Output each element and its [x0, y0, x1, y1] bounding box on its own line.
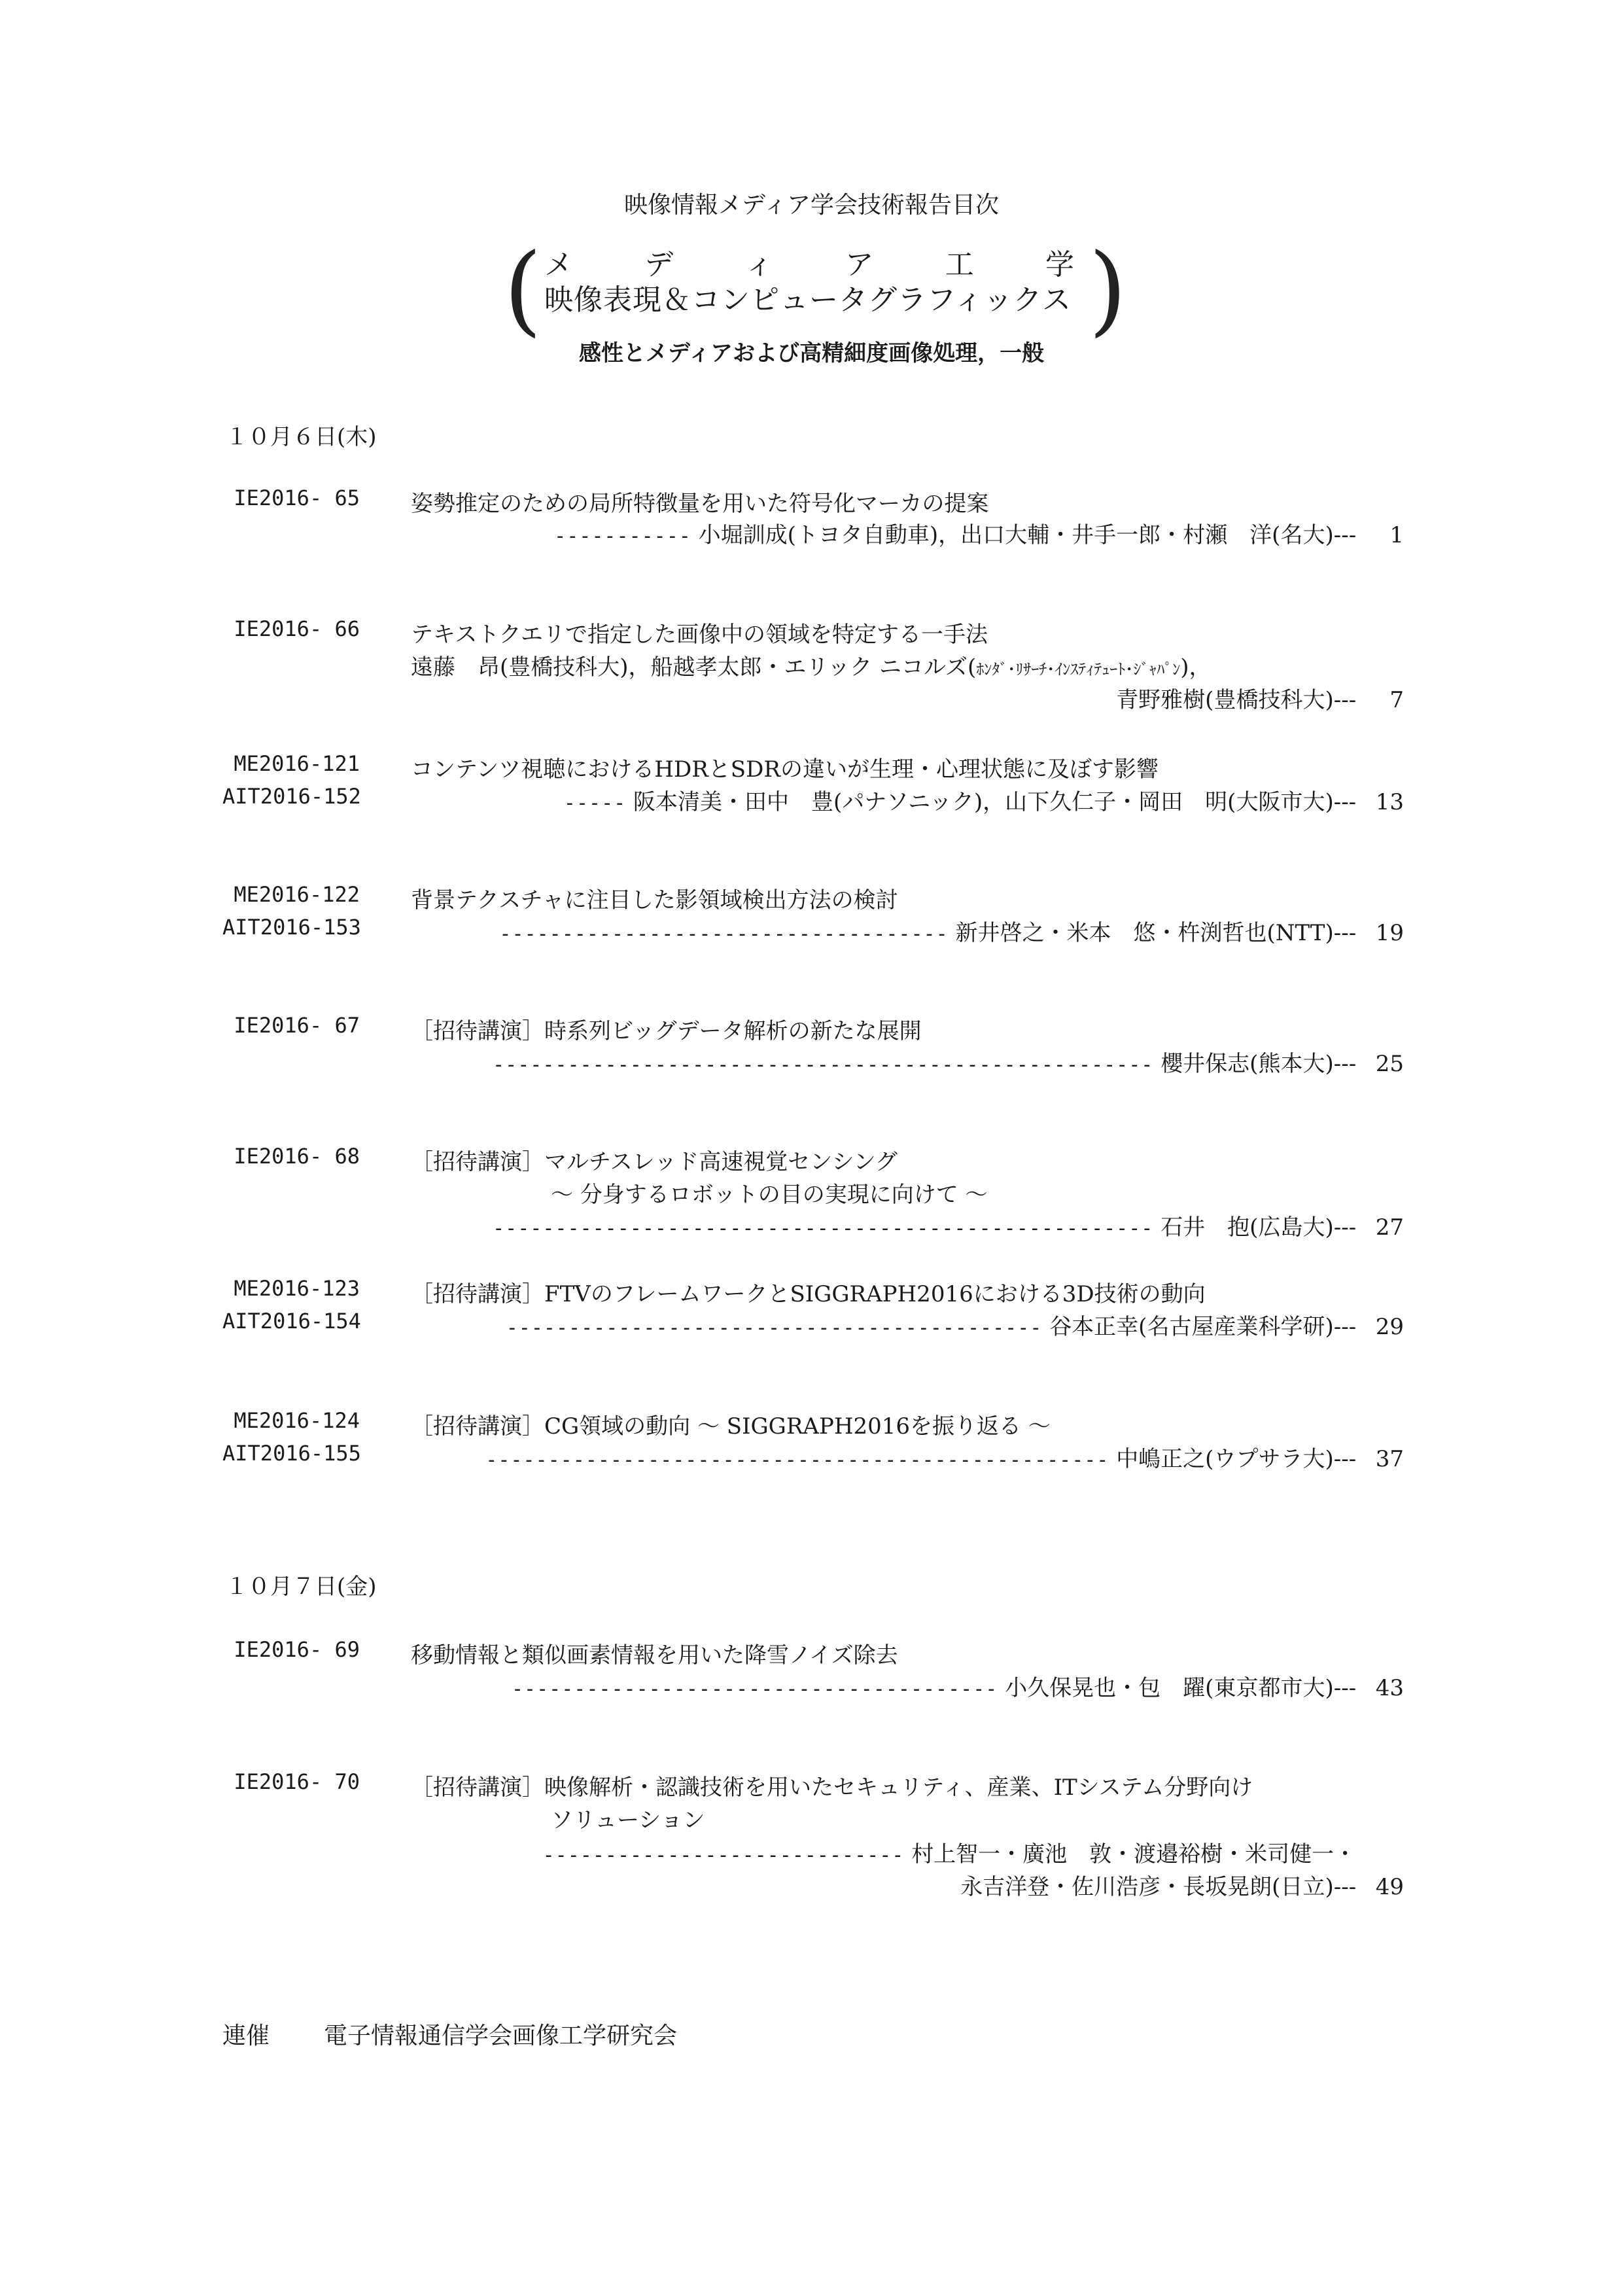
- report-code: AIT2016-154: [222, 1309, 361, 1333]
- leader-dashes: --------------------------------------------------: [485, 1449, 1109, 1472]
- page-number: 43: [1375, 1675, 1404, 1701]
- leader-dashes: -----------: [554, 525, 691, 548]
- report-code: ME2016-121: [234, 751, 360, 776]
- group2-name: 映像表現＆コンピュータグラフィックス: [544, 283, 1072, 317]
- paper-authors: [1116, 682, 1404, 714]
- authors-text: 青野雅樹(豊橋技科大)---: [1116, 687, 1357, 713]
- report-code: IE2016- 67: [234, 1013, 360, 1038]
- paper-authors: [512, 1670, 1404, 1702]
- report-code: ME2016-123: [234, 1276, 360, 1301]
- leader-dashes: -----: [563, 792, 627, 815]
- paper-authors-line: [411, 649, 1212, 681]
- cosponsor-name: 電子情報通信学会画像工学研究会: [324, 2022, 678, 2049]
- report-code: IE2016- 68: [234, 1144, 360, 1169]
- paper-subtitle: ～ 分身するロボットの目の実現に向けて ～: [551, 1182, 988, 1208]
- page-number: 1: [1389, 522, 1404, 548]
- authors-text: 新井啓之・米本 悠・杵渕哲也(NTT)---: [955, 920, 1357, 946]
- report-code: ME2016-124: [234, 1408, 360, 1433]
- authors-text: 櫻井保志(熊本大)---: [1161, 1051, 1357, 1077]
- authors-text: 小久保晃也・包 躍(東京都市大)---: [1005, 1675, 1357, 1701]
- leader-dashes: -------------------------------------------: [506, 1316, 1043, 1339]
- leader-dashes: ---------------------------------------: [511, 1678, 998, 1701]
- authors-text: 阪本清美・田中 豊(パナソニック)，山下久仁子・岡田 明(大阪市大)---: [633, 789, 1357, 815]
- leader-dashes: -----------------------------: [542, 1844, 905, 1867]
- affiliation-small: ﾎﾝﾀﾞ･ﾘｻｰﾁ･ｲﾝｽﾃｨﾃｭｰﾄ･ｼﾞｬﾊﾟﾝ: [976, 660, 1181, 679]
- group1-char: 工: [945, 248, 974, 281]
- paper-title: ［招待講演］時系列ビッグデータ解析の新たな展開: [411, 1018, 922, 1044]
- page-number: 27: [1375, 1214, 1404, 1241]
- paper-title-continued: ソリューション: [551, 1807, 705, 1833]
- leader-dashes: -----------------------------------------------------: [493, 1217, 1154, 1240]
- authors-text: 石井 抱(広島大)---: [1161, 1214, 1357, 1241]
- event-title: 感性とメディアおよび高精細度画像処理，一般: [578, 340, 1045, 366]
- paper-title: ［招待講演］映像解析・認識技術を用いたセキュリティ、産業、ITシステム分野向け: [411, 1775, 1253, 1801]
- report-code: IE2016- 65: [234, 486, 360, 510]
- leader-dashes: -----------------------------------------------------: [493, 1053, 1154, 1076]
- paper-title: 背景テクスチャに注目した影領域検出方法の検討: [411, 887, 898, 913]
- authors-text: 村上智一・廣池 敦・渡邉裕樹・米司健一・: [911, 1841, 1357, 1867]
- page-number: 49: [1375, 1874, 1404, 1900]
- left-brace: (: [504, 233, 542, 347]
- authors-text: 永吉洋登・佐川浩彦・長坂晃朗(日立)---: [960, 1874, 1357, 1900]
- group1-char: デ: [644, 248, 674, 281]
- toc-header-title: 映像情報メディア学会技術報告目次: [623, 192, 1000, 219]
- authors-text: )，: [1180, 654, 1212, 680]
- paper-title: ［招待講演］マルチスレッド高速視覚センシング: [411, 1149, 898, 1175]
- report-code: IE2016- 69: [234, 1637, 360, 1662]
- paper-title: 姿勢推定のための局所特徴量を用いた符号化マーカの提案: [411, 491, 989, 517]
- paper-authors: [499, 915, 1404, 947]
- day-label: １０月６日(木): [226, 424, 377, 450]
- report-code: AIT2016-155: [222, 1441, 361, 1466]
- right-brace: ): [1089, 233, 1127, 347]
- report-code: ME2016-122: [234, 882, 360, 907]
- paper-title: ［招待講演］FTVのフレームワークとSIGGRAPH2016における3D技術の動向: [411, 1281, 1206, 1307]
- paper-title: テキストクエリで指定した画像中の領域を特定する一手法: [411, 622, 988, 648]
- page-number: 19: [1375, 920, 1404, 946]
- paper-authors: [564, 784, 1404, 816]
- group1-char: ィ: [744, 248, 774, 281]
- report-code: IE2016- 70: [234, 1769, 360, 1794]
- report-code: AIT2016-152: [222, 784, 361, 809]
- page-number: 25: [1375, 1051, 1404, 1077]
- authors-text: 遠藤 昂(豊橋技科大)，船越孝太郎・エリック ニコルズ(: [411, 654, 977, 680]
- paper-authors: [506, 1309, 1404, 1341]
- leader-dashes: ------------------------------------: [499, 923, 949, 945]
- paper-authors: [493, 1046, 1404, 1078]
- group1-char: 学: [1045, 248, 1074, 281]
- paper-authors: [960, 1869, 1404, 1901]
- paper-authors: [493, 1209, 1404, 1241]
- report-code: AIT2016-153: [222, 915, 361, 940]
- paper-title: コンテンツ視聴におけるHDRとSDRの違いが生理・心理状態に及ぼす影響: [411, 756, 1159, 783]
- report-code: IE2016- 66: [234, 616, 360, 641]
- paper-authors: [485, 1441, 1404, 1473]
- group1-char: メ: [544, 248, 573, 281]
- paper-title: ［招待講演］CG領域の動向 ～ SIGGRAPH2016を振り返る ～: [411, 1413, 1051, 1439]
- day-label: １０月７日(金): [226, 1574, 377, 1600]
- paper-authors-line: [543, 1836, 1404, 1868]
- authors-text: 中嶋正之(ウプサラ大)---: [1116, 1446, 1357, 1472]
- page-number: 37: [1375, 1446, 1404, 1472]
- group1-char: ア: [845, 248, 874, 281]
- page-number: 7: [1389, 687, 1404, 713]
- paper-title: 移動情報と類似画素情報を用いた降雪ノイズ除去: [411, 1642, 898, 1669]
- authors-text: 小堀訓成(トヨタ自動車)，出口大輔・井手一郎・村瀬 洋(名大)---: [698, 522, 1357, 548]
- page-number: 29: [1375, 1314, 1404, 1340]
- cosponsor-label: 連催: [222, 2022, 270, 2049]
- paper-authors: [554, 517, 1404, 549]
- authors-text: 谷本正幸(名古屋産業科学研)---: [1049, 1314, 1357, 1340]
- page-number: 13: [1375, 789, 1404, 815]
